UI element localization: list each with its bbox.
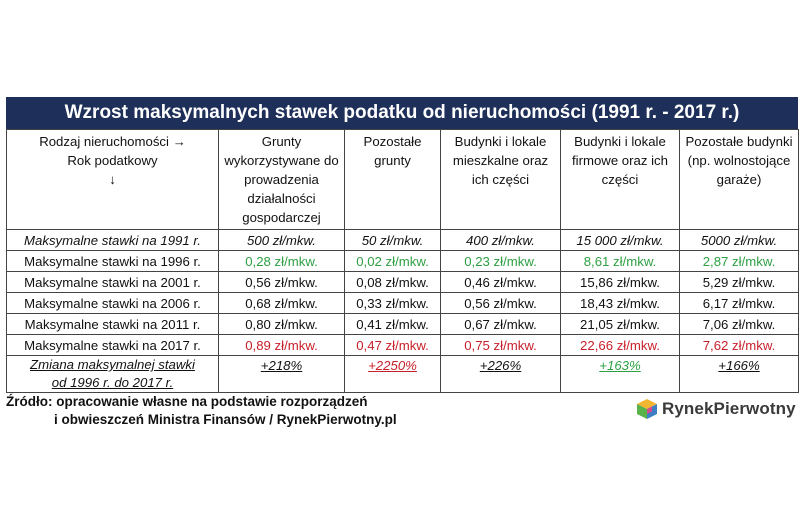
table-cell: 0,89 zł/mkw. — [219, 335, 345, 356]
change-label — [7, 356, 219, 393]
change-cell — [441, 356, 561, 393]
cube-logo-icon — [636, 398, 658, 420]
change-value: +218% — [260, 358, 303, 373]
table-cell: 18,43 zł/mkw. — [561, 293, 680, 314]
logo-text: RynekPierwotny — [662, 399, 796, 418]
table-row — [7, 314, 799, 335]
table-cell: 8,61 zł/mkw. — [561, 251, 680, 272]
table-cell: 0,67 zł/mkw. — [441, 314, 561, 335]
tax-table-container — [6, 97, 798, 393]
column-header: Pozostałe grunty — [345, 130, 441, 230]
table-cell: 22,66 zł/mkw. — [561, 335, 680, 356]
table-cell: 0,75 zł/mkw. — [441, 335, 561, 356]
row-label: Maksymalne stawki na 2017 r. — [7, 335, 219, 356]
table-cell: 5,29 zł/mkw. — [680, 272, 799, 293]
table-row — [7, 293, 799, 314]
table-cell: 400 zł/mkw. — [441, 230, 561, 251]
change-value: +166% — [718, 358, 760, 373]
header-tax-year: Rok podatkowy — [67, 153, 158, 168]
header-property-type: Rodzaj nieruchomości → — [39, 134, 186, 149]
change-cell — [345, 356, 441, 393]
change-value: +2250% — [368, 358, 417, 373]
column-header: Budynki i lokale firmowe oraz ich części — [561, 130, 680, 230]
table-cell: 0,46 zł/mkw. — [441, 272, 561, 293]
table-cell: 21,05 zł/mkw. — [561, 314, 680, 335]
column-header: Pozostałe budynki (np. wolnostojące garaże) — [680, 130, 799, 230]
column-header: Budynki i lokale mieszkalne oraz ich części — [441, 130, 561, 230]
table-cell: 0,08 zł/mkw. — [345, 272, 441, 293]
change-cell — [680, 356, 799, 393]
change-cell — [561, 356, 680, 393]
table-cell: 6,17 zł/mkw. — [680, 293, 799, 314]
change-cell — [219, 356, 345, 393]
table-title: Wzrost maksymalnych stawek podatku od nieruchomości (1991 r. - 2017 r.) — [6, 97, 798, 129]
row-label: Maksymalne stawki na 1991 r. — [7, 230, 219, 251]
table-cell: 7,06 zł/mkw. — [680, 314, 799, 335]
change-label-line1: Zmiana maksymalnej stawki — [30, 357, 195, 372]
header-row — [7, 130, 799, 230]
table-cell: 0,56 zł/mkw. — [219, 272, 345, 293]
change-value: +226% — [479, 358, 522, 373]
table-cell: 0,56 zł/mkw. — [441, 293, 561, 314]
table-cell: 0,68 zł/mkw. — [219, 293, 345, 314]
table-cell: 2,87 zł/mkw. — [680, 251, 799, 272]
table-cell: 500 zł/mkw. — [219, 230, 345, 251]
table-row — [7, 230, 799, 251]
table-cell: 0,80 zł/mkw. — [219, 314, 345, 335]
source-note — [6, 393, 397, 429]
source-line2: i obwieszczeń Ministra Finansów / RynekPierwotny.pl — [54, 412, 397, 427]
change-value: +163% — [599, 358, 641, 373]
table-cell: 0,47 zł/mkw. — [345, 335, 441, 356]
table-cell: 50 zł/mkw. — [345, 230, 441, 251]
tax-rates-table — [6, 129, 799, 393]
table-cell: 0,33 zł/mkw. — [345, 293, 441, 314]
header-first-cell — [7, 130, 219, 230]
row-label: Maksymalne stawki na 1996 r. — [7, 251, 219, 272]
row-label: Maksymalne stawki na 2006 r. — [7, 293, 219, 314]
change-label-line2: od 1996 r. do 2017 r. — [51, 375, 174, 390]
table-cell: 7,62 zł/mkw. — [680, 335, 799, 356]
column-header: Grunty wykorzystywane do prowadzenia działalności gospodarczej — [219, 130, 345, 230]
source-line1: Źródło: opracowanie własne na podstawie rozporządzeń — [6, 394, 368, 409]
row-label: Maksymalne stawki na 2001 r. — [7, 272, 219, 293]
header-arrow-down: ↓ — [109, 172, 116, 187]
rynekpierwotny-logo — [636, 398, 796, 420]
table-cell: 0,02 zł/mkw. — [345, 251, 441, 272]
table-cell: 0,23 zł/mkw. — [441, 251, 561, 272]
table-row — [7, 251, 799, 272]
table-row — [7, 335, 799, 356]
table-row — [7, 272, 799, 293]
change-row — [7, 356, 799, 393]
table-cell: 15 000 zł/mkw. — [561, 230, 680, 251]
table-cell: 15,86 zł/mkw. — [561, 272, 680, 293]
row-label: Maksymalne stawki na 2011 r. — [7, 314, 219, 335]
table-cell: 0,28 zł/mkw. — [219, 251, 345, 272]
table-cell: 0,41 zł/mkw. — [345, 314, 441, 335]
table-cell: 5000 zł/mkw. — [680, 230, 799, 251]
